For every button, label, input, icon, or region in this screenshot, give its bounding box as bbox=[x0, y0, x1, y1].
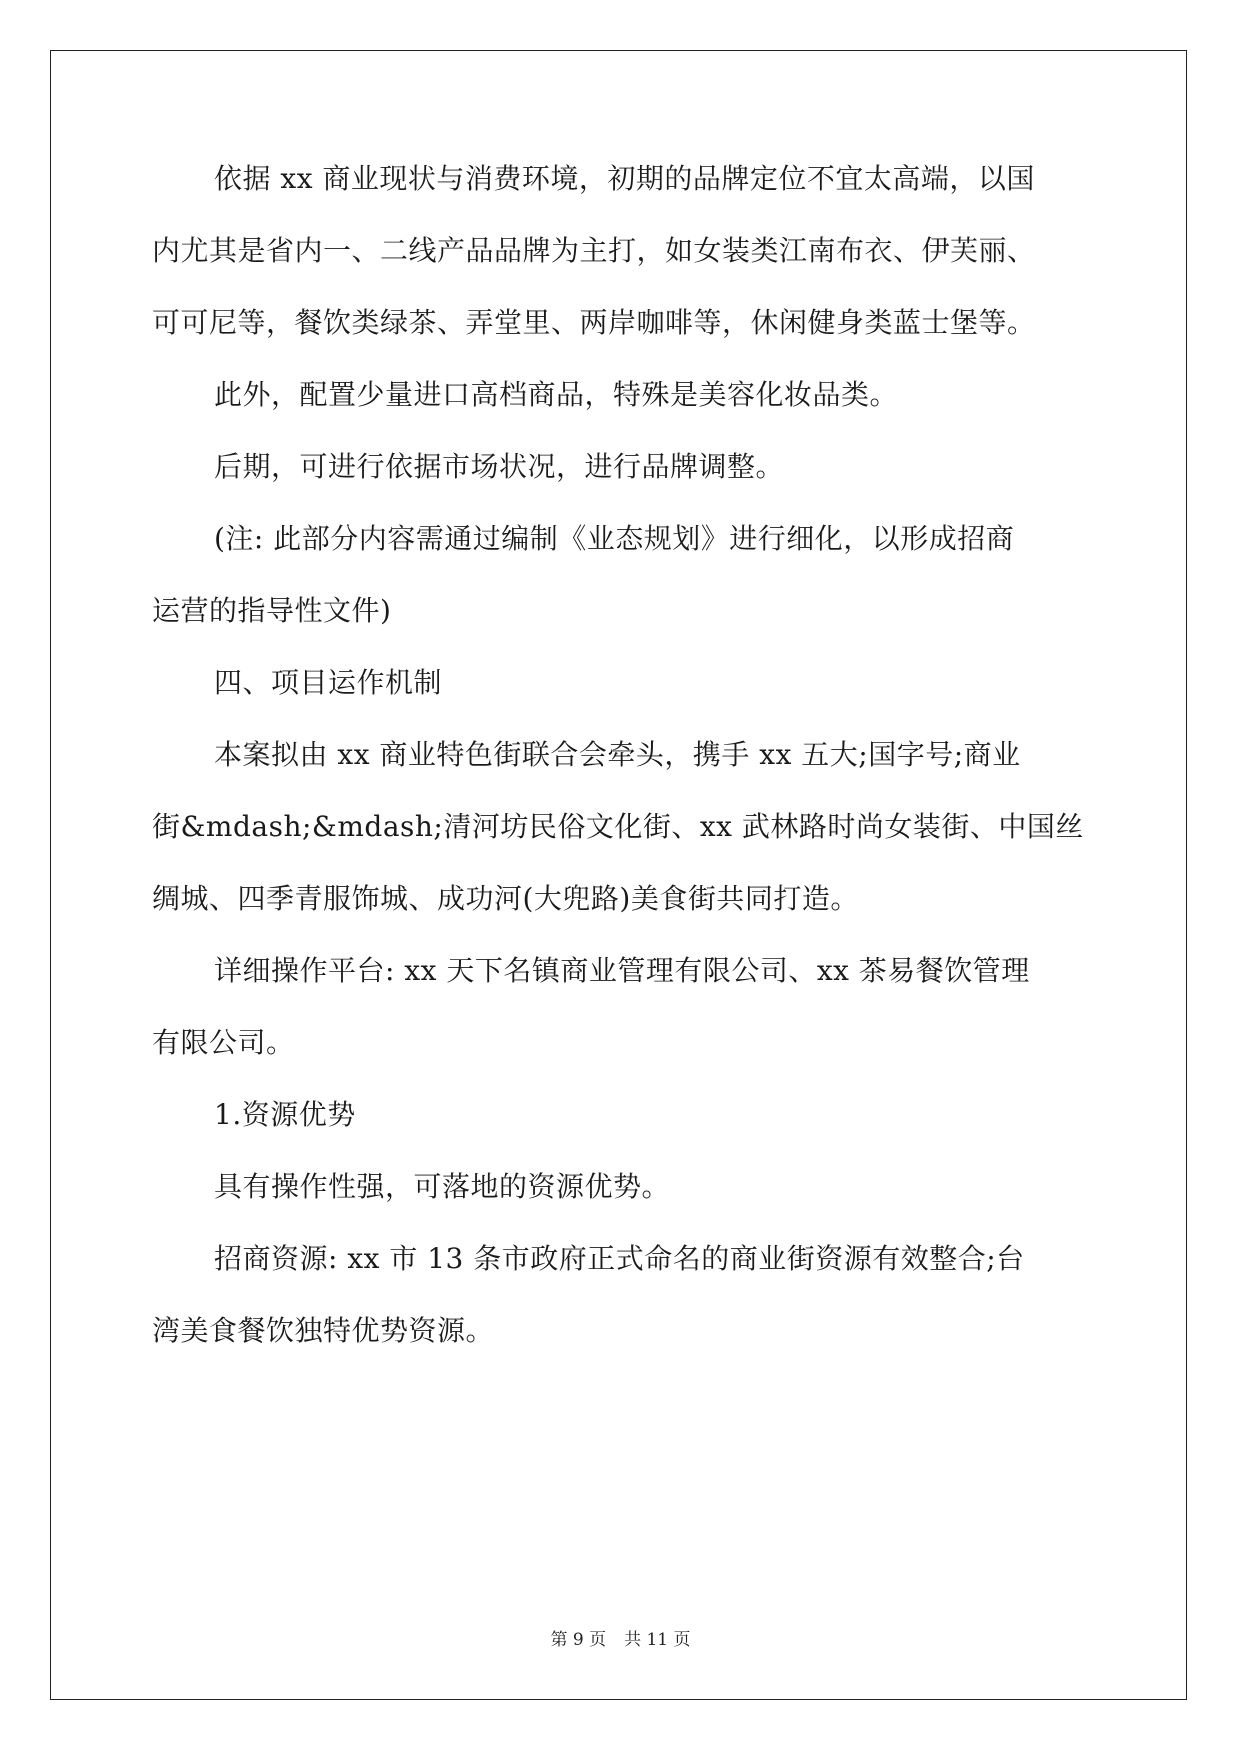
paragraph-line: 本案拟由 xx 商业特色街联合会牵头，携手 xx 五大;国字号;商业 bbox=[214, 738, 1021, 771]
paragraph-line: 内尤其是省内一、二线产品品牌为主打，如女装类江南布衣、伊芙丽、 bbox=[152, 234, 1036, 267]
page-number: 第 9 页 bbox=[550, 1630, 607, 1650]
paragraph-line: (注: 此部分内容需通过编制《业态规划》进行细化，以形成招商 bbox=[214, 522, 1015, 555]
paragraph-line: 绸城、四季青服饰城、成功河(大兜路)美食街共同打造。 bbox=[152, 882, 859, 915]
paragraph-line: 可可尼等，餐饮类绿茶、弄堂里、两岸咖啡等，休闲健身类蓝士堡等。 bbox=[152, 306, 1036, 339]
paragraph-line: 有限公司。 bbox=[152, 1026, 295, 1059]
paragraph-line: 具有操作性强，可落地的资源优势。 bbox=[214, 1170, 671, 1203]
paragraph-line: 运营的指导性文件) bbox=[152, 594, 392, 627]
paragraph-line: 依据 xx 商业现状与消费环境，初期的品牌定位不宜太高端，以国 bbox=[214, 162, 1035, 195]
page-total: 共 11 页 bbox=[624, 1630, 691, 1650]
paragraph-line: 招商资源: xx 市 13 条市政府正式命名的商业街资源有效整合;台 bbox=[214, 1242, 1025, 1275]
subsection-heading: 1.资源优势 bbox=[214, 1098, 356, 1131]
page-border bbox=[50, 50, 1187, 1700]
page-footer bbox=[0, 1625, 1241, 1650]
paragraph-line: 后期，可进行依据市场状况，进行品牌调整。 bbox=[214, 450, 785, 483]
paragraph-line: 湾美食餐饮独特优势资源。 bbox=[152, 1314, 495, 1347]
paragraph-line: 街&mdash;&mdash;清河坊民俗文化街、xx 武林路时尚女装街、中国丝 bbox=[152, 810, 1084, 843]
paragraph-line: 详细操作平台: xx 天下名镇商业管理有限公司、xx 茶易餐饮管理 bbox=[214, 954, 1030, 987]
section-heading: 四、项目运作机制 bbox=[214, 666, 443, 699]
paragraph-line: 此外，配置少量进口高档商品，特殊是美容化妆品类。 bbox=[214, 378, 899, 411]
